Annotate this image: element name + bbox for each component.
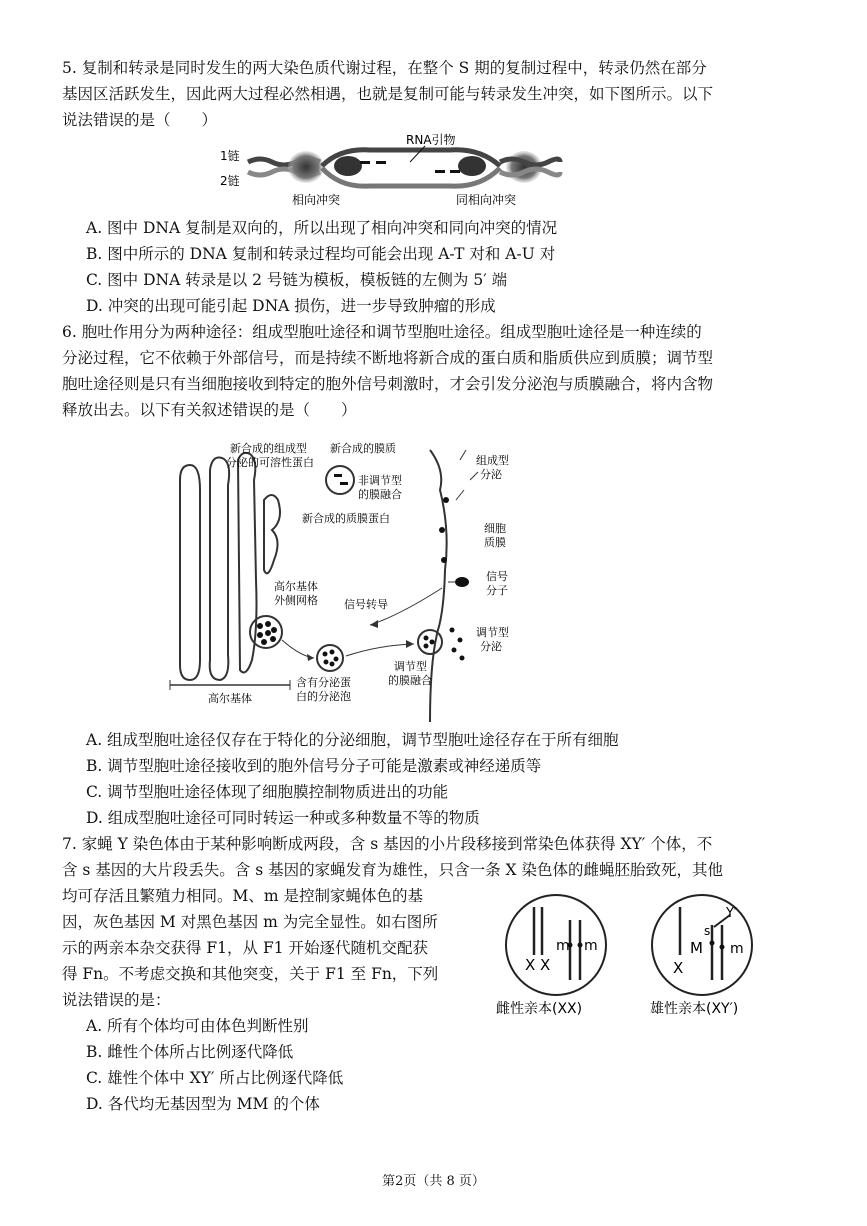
q6-option-a: A. 组成型胞吐途径仅存在于特化的分泌细胞，调节型胞吐途径存在于所有细胞 — [86, 731, 619, 749]
q6-stem-line-3: 胞吐途径则是只有当细胞接收到特定的胞外信号刺激时，才会引发分泌泡与质膜融合，将内含物 — [62, 375, 714, 393]
strand-2-label: 2链 — [220, 174, 240, 188]
female-m-label-2: m — [584, 938, 598, 954]
regulated-fusion-label-2: 的膜融合 — [388, 674, 432, 687]
constitutive-secretion-label-1: 组成型 — [476, 454, 509, 467]
q5-option-b: B. 图中所示的 DNA 复制和转录过程均可能会出现 A-T 对和 A-U 对 — [86, 245, 556, 263]
golgi-label: 高尔基体 — [208, 692, 252, 705]
q6-option-b: B. 调节型胞吐途径接收到的胞外信号分子可能是激素或神经递质等 — [86, 757, 542, 775]
q6-option-d: D. 组成型胞吐途径可同时转运一种或多种数量不等的物质 — [86, 809, 480, 827]
q5-option-a: A. 图中 DNA 复制是双向的，所以出现了相向冲突和同向冲突的情况 — [86, 219, 558, 237]
plasma-membrane-label-2: 质膜 — [484, 536, 506, 549]
q6-exocytosis-figure — [160, 430, 540, 722]
q5-option-c: C. 图中 DNA 转录是以 2 号链为模板，模板链的左侧为 5′ 端 — [86, 271, 508, 289]
q5-stem-line-1: 5. 复制和转录是同时发生的两大染色质代谢过程，在整个 S 期的复制过程中，转录仍然在部分 — [62, 59, 707, 77]
rna-primer-label: RNA引物 — [406, 133, 456, 147]
secretory-vesicle-label-1: 含有分泌蛋 — [296, 676, 351, 689]
q7-option-c: C. 雄性个体中 XY′ 所占比例逐代降低 — [86, 1069, 344, 1087]
female-m-label-1: m — [556, 938, 570, 954]
regulated-secretion-label-2: 分泌 — [480, 640, 502, 653]
signal-transduction-label: 信号转导 — [344, 598, 388, 611]
signal-molecule-icon — [455, 577, 469, 587]
regulated-fusion-label-1: 调节型 — [394, 660, 427, 673]
q7-option-d: D. 各代均无基因型为 MM 的个体 — [86, 1095, 320, 1113]
q7-option-b: B. 雌性个体所占比例逐代降低 — [86, 1043, 294, 1061]
head-on-conflict-label: 相向冲突 — [292, 193, 341, 207]
male-yprime-label: Y′ — [726, 906, 737, 921]
male-s-label: s — [704, 924, 711, 938]
q7-option-a: A. 所有个体均可由体色判断性别 — [86, 1017, 309, 1035]
q6-stem-line-1: 6. 胞吐作用分为两种途径：组成型胞吐途径和调节型胞吐途径。组成型胞吐途径是一种连续的 — [62, 323, 702, 341]
constitutive-secretion-label-2: 分泌 — [480, 468, 502, 481]
male-x-label: X — [673, 959, 684, 977]
soluble-protein-label-1: 新合成的组成型 — [230, 442, 307, 455]
q5-replication-transcription-figure — [210, 130, 570, 210]
nonregulated-fusion-label-1: 非调节型 — [358, 474, 402, 487]
q7-stem-line-3: 均可存活且繁殖力相同。M、m 是控制家蝇体色的基 — [62, 887, 423, 905]
male-big-m-label: M — [690, 939, 703, 957]
soluble-protein-label-2: 分泌的可溶性蛋白 — [226, 456, 314, 469]
polymerase-left — [288, 151, 324, 183]
regulated-secretion-label-1: 调节型 — [476, 626, 509, 639]
new-lipid-label: 新合成的膜质 — [330, 442, 396, 455]
male-small-m-label: m — [730, 941, 744, 957]
q7-stem-line-5: 示的两亲本杂交获得 F1，从 F1 开始逐代随机交配获 — [62, 939, 429, 957]
female-parent-caption: 雌性亲本(XX) — [496, 1001, 583, 1017]
q6-option-c: C. 调节型胞吐途径体现了细胞膜控制物质进出的功能 — [86, 783, 449, 801]
strand-1-label: 1链 — [220, 149, 240, 163]
q7-stem-line-2: 含 s 基因的大片段丢失。含 s 基因的家蝇发育为雄性，只含一条 X 染色体的雌蝇胚胎致死，其他 — [62, 861, 724, 879]
co-directional-conflict-label: 同相向冲突 — [456, 193, 517, 207]
q6-stem-line-2: 分泌过程，它不依赖于外部信号，而是持续不断地将新合成的蛋白质和脂质供应到质膜；调节型 — [62, 349, 714, 367]
trans-golgi-label-2: 外侧网格 — [274, 594, 318, 607]
female-xx-label: X X — [525, 956, 551, 974]
q7-parent-chromosome-figure — [490, 885, 790, 1025]
trans-golgi-label-1: 高尔基体 — [274, 580, 318, 593]
q7-stem-line-4: 因，灰色基因 M 对黑色基因 m 为完全显性。如右图所 — [62, 913, 438, 931]
page-footer: 第2页（共 8 页） — [382, 1174, 485, 1189]
q7-stem-line-6: 得 Fn。不考虑交换和其他突变，关于 F1 至 Fn，下列 — [62, 965, 439, 983]
secretory-vesicle-label-2: 白的分泌泡 — [296, 690, 351, 703]
q6-stem-line-4: 释放出去。以下有关叙述错误的是（ ） — [62, 401, 357, 419]
nonregulated-fusion-label-2: 的膜融合 — [358, 488, 402, 501]
q7-stem-line-7: 说法错误的是： — [62, 991, 171, 1009]
q5-option-d: D. 冲突的出现可能引起 DNA 损伤，进一步导致肿瘤的形成 — [86, 297, 496, 315]
male-parent-caption: 雄性亲本(XY′) — [650, 1001, 739, 1017]
new-membrane-protein-label: 新合成的质膜蛋白 — [302, 512, 390, 525]
q5-stem-line-2: 基因区活跃发生，因此两大过程必然相遇，也就是复制可能与转录发生冲突，如下图所示。以下 — [62, 85, 714, 103]
signal-molecule-label-2: 分子 — [486, 584, 508, 597]
q7-stem-line-1: 7. 家蝇 Y 染色体由于某种影响断成两段，含 s 基因的小片段移接到常染色体获得 XY′ 个体，不 — [62, 835, 713, 853]
plasma-membrane-label-1: 细胞 — [484, 522, 506, 535]
signal-molecule-label-1: 信号 — [486, 570, 508, 583]
q5-stem-line-3: 说法错误的是（ ） — [62, 111, 218, 129]
